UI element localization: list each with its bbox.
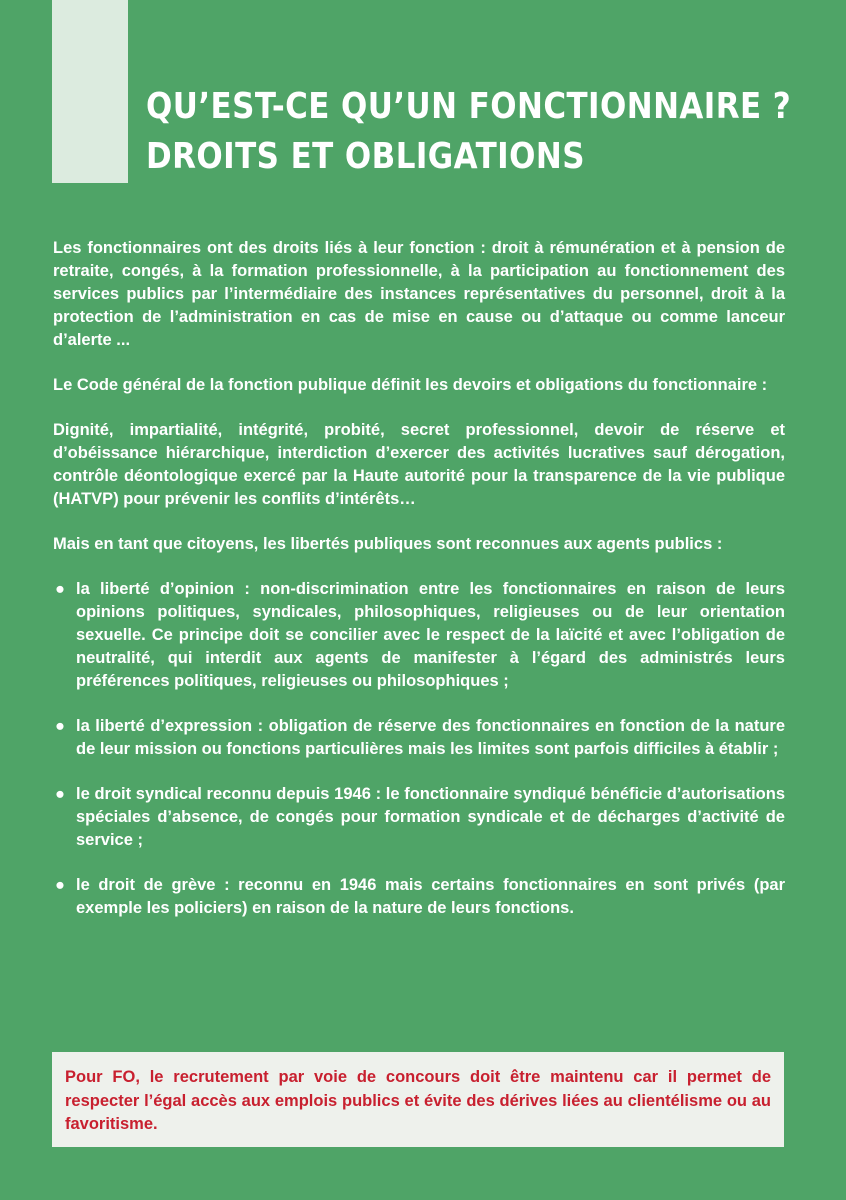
paragraph-obligations: Dignité, impartialité, intégrité, probité, secret professionnel, devoir de réserve et d’obéissance hiérarchique, interdiction d’exercer des activités lucratives sauf dérogation, contrôle déontologique exercé par la Haute autorité pour la transparence de la vie publique (HATVP) pour prévenir les conflits d’intérêts… — [53, 421, 785, 508]
paragraph-rights: Les fonctionnaires ont des droits liés à leur fonction : droit à rémunération et à pension de retraite, congés, à la formation professionnelle, à la participation au fonctionnement des services publics par l’intermédiaire des instances représentatives du personnel, droit à la protection de l’administration en cas de mise en cause ou d’attaque ou comme lanceur d’alerte ... — [53, 239, 785, 349]
main-content — [53, 237, 785, 942]
list-item — [53, 578, 785, 693]
list-item — [53, 874, 785, 920]
paragraph-liberties-intro: Mais en tant que citoyens, les libertés publiques sont reconnues aux agents publics : — [53, 535, 723, 553]
paragraph-code-intro: Le Code général de la fonction publique définit les devoirs et obligations du fonctionnaire : — [53, 376, 768, 394]
list-item-text: le droit de grève : reconnu en 1946 mais certains fonctionnaires en sont privés (par exemple les policiers) en raison de la nature de leurs fonctions. — [76, 876, 785, 917]
page-title-line-2: DROITS ET OBLIGATIONS — [146, 136, 585, 177]
bullet-icon: ● — [55, 876, 65, 894]
bullet-icon: ● — [55, 785, 65, 803]
bullet-icon: ● — [55, 717, 65, 735]
callout-text: Pour FO, le recrutement par voie de concours doit être maintenu car il permet de respecter l’égal accès aux emplois publics et évite des dérives liées au clientélisme ou au favoritisme. — [65, 1068, 771, 1133]
list-item — [53, 783, 785, 852]
list-item-text: le droit syndical reconnu depuis 1946 : le fonctionnaire syndiqué bénéficie d’autorisations spéciales d’absence, de congés pour formation syndicale et de décharges d’activité de service ; — [76, 785, 785, 849]
list-item — [53, 715, 785, 761]
accent-bar — [52, 0, 128, 183]
list-item-text: la liberté d’expression : obligation de réserve des fonctionnaires en fonction de la nature de leur mission ou fonctions particulières mais les limites sont parfois difficiles à établir ; — [76, 717, 785, 758]
liberties-list — [53, 578, 785, 920]
bullet-icon: ● — [55, 580, 65, 598]
page-title-line-1: QU’EST-CE QU’UN FONCTIONNAIRE ? — [146, 86, 792, 127]
page-title — [146, 82, 792, 182]
fo-callout-box — [52, 1052, 784, 1147]
list-item-text: la liberté d’opinion : non-discrimination entre les fonctionnaires en raison de leurs opinions politiques, syndicales, philosophiques, religieuses ou de leur orientation sexuelle. Ce principe doit se concilier avec le respect de la laïcité et avec l’obligation de neutralité, qui interdit aux agents de manifester à l’égard des administrés leurs préférences politiques, religieuses ou philosophiques ; — [76, 580, 785, 690]
